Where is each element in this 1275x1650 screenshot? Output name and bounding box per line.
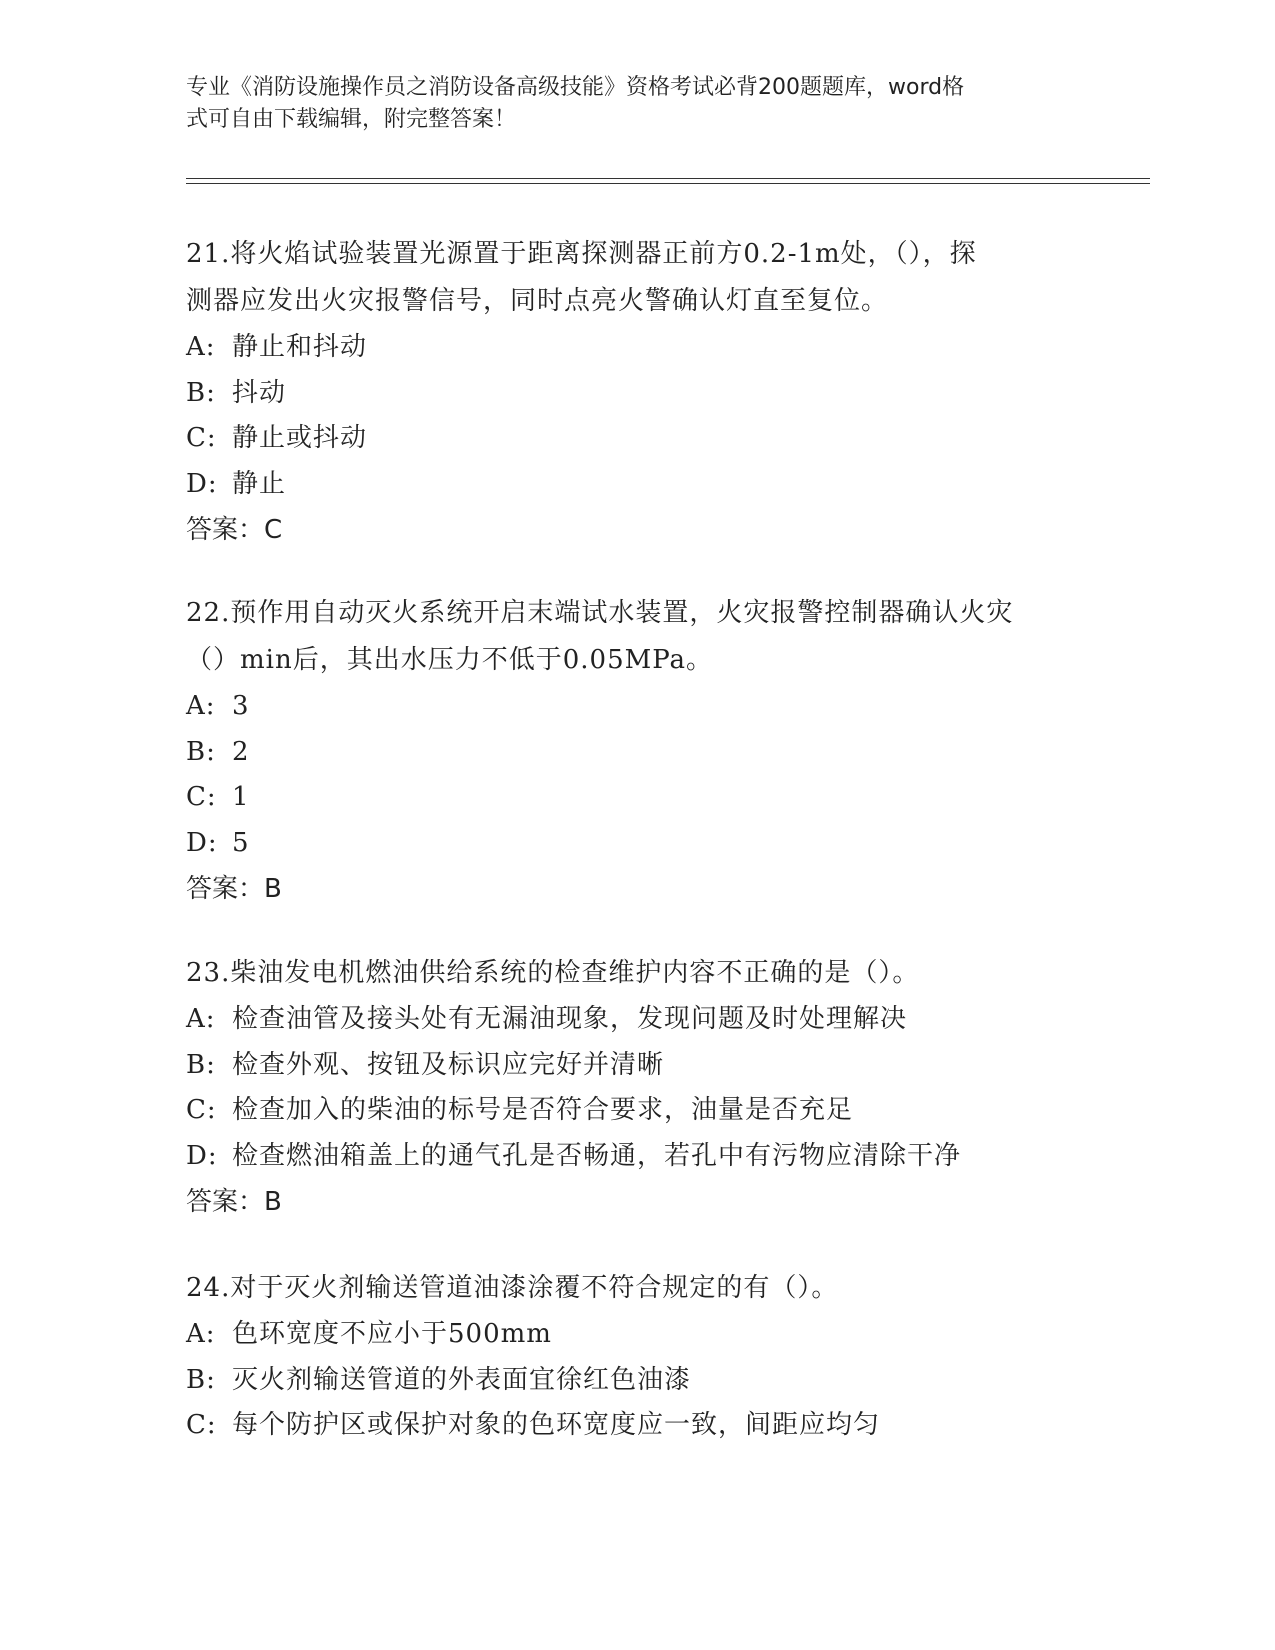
option-letter: C: [186,423,217,453]
option-text: 静止 [232,468,287,499]
option-c [186,416,1086,462]
option-text: 检查外观、按钮及标识应完好并清晰 [232,1049,665,1080]
option-text: 2 [232,736,250,767]
question-24 [186,1265,1086,1449]
header-line-1: 专业《消防设施操作员之消防设备高级技能》资格考试必背200题题库，word格 [186,75,965,100]
question-23 [186,950,1086,1225]
header-divider-top [186,178,1150,179]
option-text: 灭火剂输送管道的外表面宜徐红色油漆 [232,1364,692,1395]
question-stem-line: 测器应发出火灾报警信号，同时点亮火警确认灯直至复位。 [186,286,889,316]
option-text: 色环宽度不应小于500mm [232,1319,552,1349]
option-a [186,325,1086,371]
option-a [186,997,1086,1043]
option-c [186,775,1086,821]
option-letter: C: [186,1095,217,1125]
option-letter: C: [186,1410,217,1440]
option-letter: B: [186,736,216,767]
answer-label: 答案：B [186,1187,282,1217]
option-b [186,1358,1086,1404]
question-stem [186,950,1086,997]
question-stem [186,590,1086,684]
header-line-2: 式可自由下载编辑，附完整答案！ [186,107,517,132]
question-21 [186,231,1086,553]
option-a [186,1312,1086,1358]
option-text: 抖动 [232,377,287,408]
option-letter: C: [186,782,217,812]
option-letter: A: [186,332,216,362]
option-text: 3 [232,691,250,721]
option-letter: D: [186,1140,218,1171]
option-d [186,821,1086,867]
option-letter: B: [186,377,216,408]
option-letter: B: [186,1049,216,1080]
option-text: 检查油管及接头处有无漏油现象，发现问题及时处理解决 [232,1004,908,1034]
option-letter: D: [186,827,218,858]
option-text: 5 [232,827,250,858]
header-divider-bottom [186,183,1150,184]
option-c [186,1088,1086,1134]
option-text: 静止和抖动 [232,332,368,362]
option-d [186,1134,1086,1180]
question-stem [186,1265,1086,1312]
option-b [186,1043,1086,1089]
option-letter: B: [186,1364,216,1395]
answer-label: 答案：C [186,515,283,545]
option-letter: A: [186,1004,216,1034]
option-letter: A: [186,1319,216,1349]
option-text: 检查燃油箱盖上的通气孔是否畅通，若孔中有污物应清除干净 [232,1140,962,1171]
question-22 [186,590,1086,912]
option-text: 检查加入的柴油的标号是否符合要求，油量是否充足 [232,1095,854,1125]
option-a [186,684,1086,730]
option-letter: D: [186,468,218,499]
question-stem-line: 24.对于灭火剂输送管道油漆涂覆不符合规定的有（）。 [186,1273,839,1303]
question-stem-line: 23.柴油发电机燃油供给系统的检查维护内容不正确的是（）。 [186,958,920,988]
option-letter: A: [186,691,216,721]
option-b [186,371,1086,417]
question-stem-line: （）min后，其出水压力不低于0.05MPa。 [186,645,714,675]
answer-label: 答案：B [186,874,282,904]
option-c [186,1403,1086,1449]
option-d [186,462,1086,508]
option-b [186,730,1086,776]
question-stem-line: 22.预作用自动灭火系统开启末端试水装置，火灾报警控制器确认火灾 [186,598,1014,628]
question-stem-line: 21.将火焰试验装置光源置于距离探测器正前方0.2-1m处，（），探 [186,239,977,269]
option-text: 静止或抖动 [232,423,368,453]
document-header [186,72,1066,136]
question-stem [186,231,1086,325]
option-text: 每个防护区或保护对象的色环宽度应一致，间距应均匀 [232,1410,881,1440]
option-text: 1 [232,782,250,812]
